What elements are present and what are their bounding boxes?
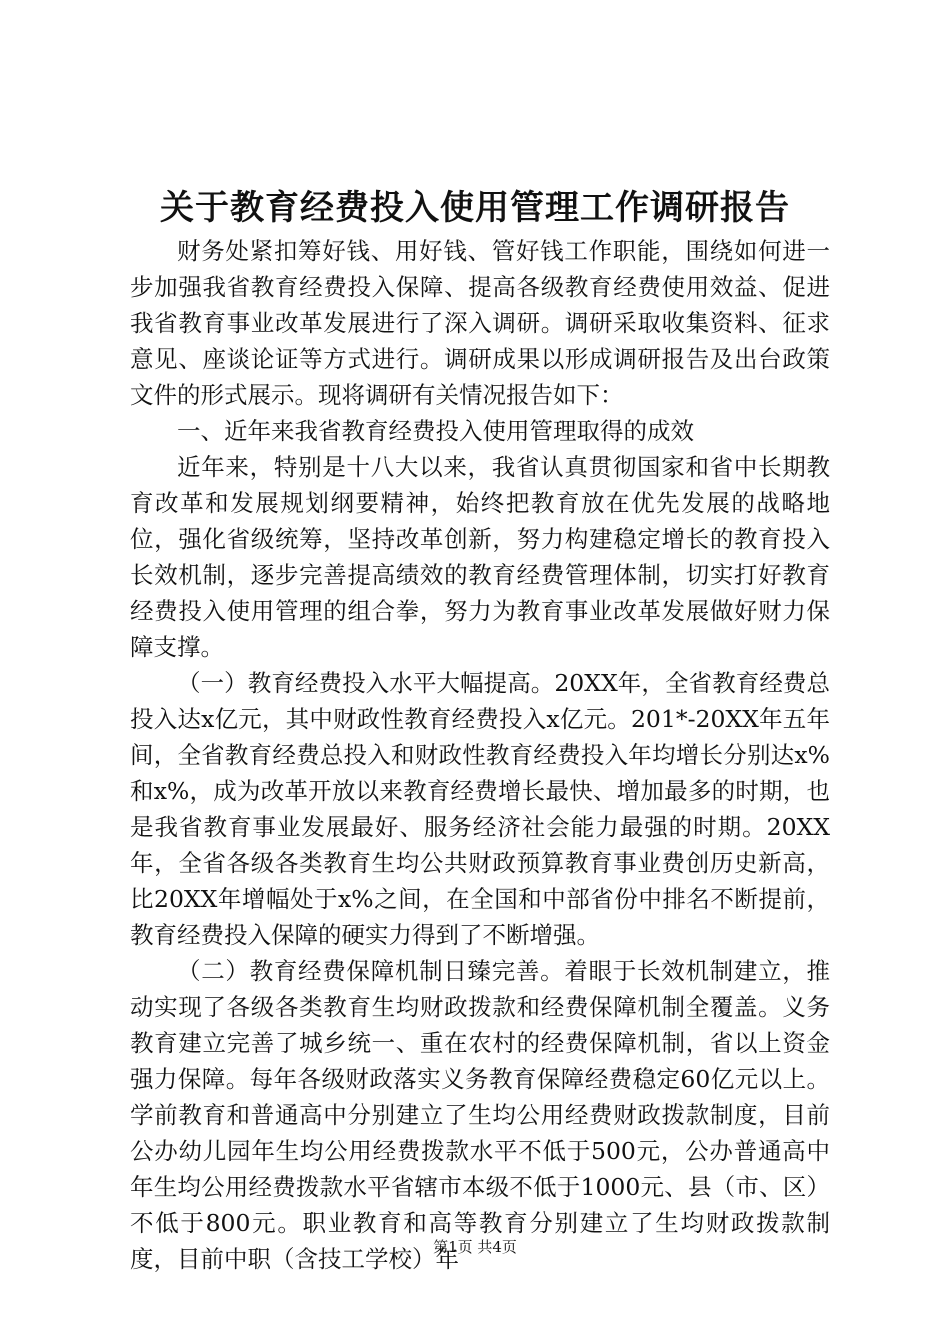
document-body xyxy=(130,233,830,1277)
paragraph-overview: 近年来，特别是十八大以来，我省认真贯彻国家和省中长期教育改革和发展规划纲要精神，始终把教育放在优先发展的战略地位，强化省级统筹，坚持改革创新，努力构建稳定增长的教育投入长效机制，逐步完善提高绩效的教育经费管理体制，切实打好教育经费投入使用管理的组合拳，努力为教育事业改革发展做好财力保障支撑。 xyxy=(130,453,830,661)
page-footer: 第1页 共4页 xyxy=(433,1238,517,1256)
section-heading-achievements: 一、近年来我省教育经费投入使用管理取得的成效 xyxy=(177,417,694,445)
paragraph-investment-level: （一）教育经费投入水平大幅提高。20XX年，全省教育经费总投入达x亿元，其中财政性教育经费投入x亿元。201*-20XX年五年间，全省教育经费总投入和财政性教育经费投入年均增长分别达x%和x%，成为改革开放以来教育经费增长最快、增加最多的时期，也是我省教育事业发展最好、服务经济社会能力最强的时期。20XX年，全省各级各类教育生均公共财政预算教育事业费创历史新高，比20XX年增幅处于x%之间，在全国和中部省份中排名不断提前，教育经费投入保障的硬实力得到了不断增强。 xyxy=(130,669,830,949)
document-title: 关于教育经费投入使用管理工作调研报告 xyxy=(160,188,790,228)
paragraph-funding-mechanism: （二）教育经费保障机制日臻完善。着眼于长效机制建立，推动实现了各级各类教育生均财政拨款和经费保障机制全覆盖。义务教育建立完善了城乡统一、重在农村的经费保障机制，省以上资金强力保障。每年各级财政落实义务教育保障经费稳定60亿元以上。学前教育和普通高中分别建立了生均公用经费财政拨款制度，目前公办幼儿园年生均公用经费拨款水平不低于500元，公办普通高中年生均公用经费拨款水平省辖市本级不低于1000元、县（市、区）不低于800元。职业教育和高等教育分别建立了生均财政拨款制度，目前中职（含技工学校）年 xyxy=(130,957,830,1273)
paragraph-intro: 财务处紧扣筹好钱、用好钱、管好钱工作职能，围绕如何进一步加强我省教育经费投入保障、提高各级教育经费使用效益、促进我省教育事业改革发展进行了深入调研。调研采取收集资料、征求意见、座谈论证等方式进行。调研成果以形成调研报告及出台政策文件的形式展示。现将调研有关情况报告如下： xyxy=(130,237,830,409)
